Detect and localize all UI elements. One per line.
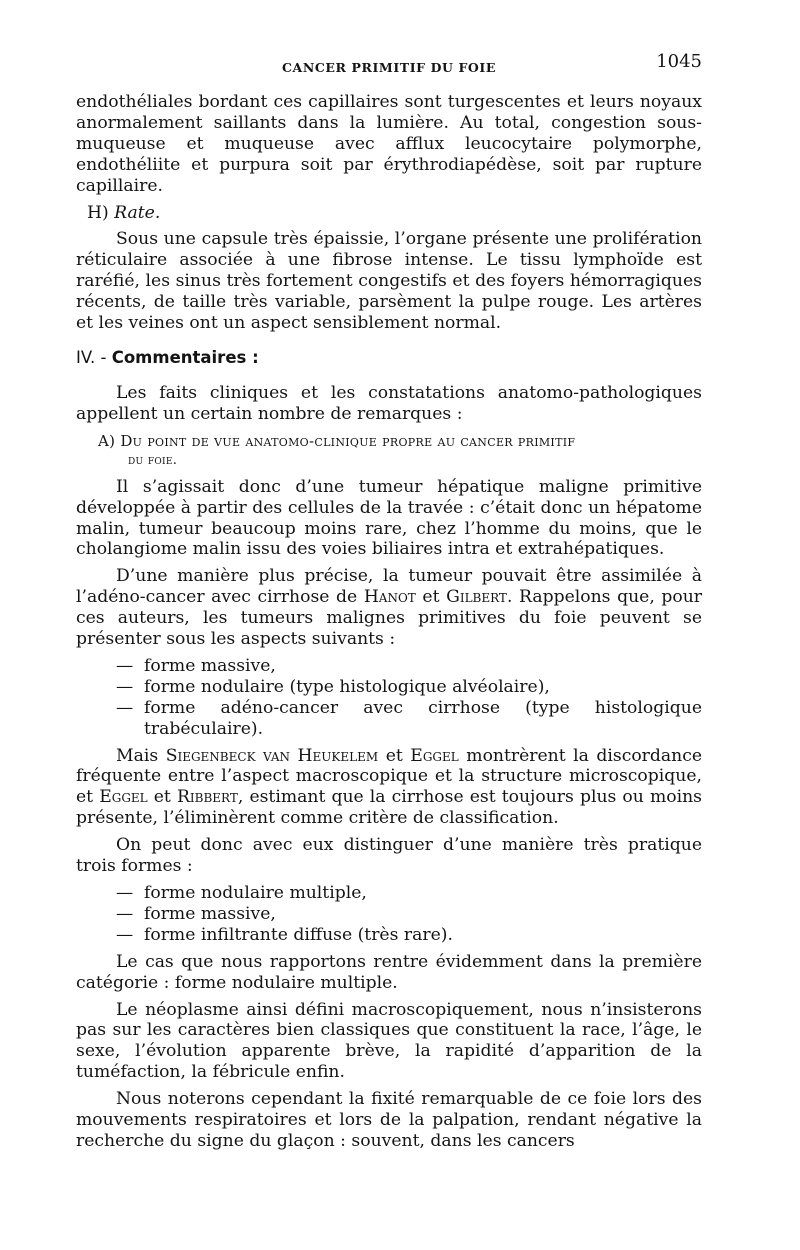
paragraph-cas: Le cas que nous rapportons rentre évidemment dans la première catégorie : forme nodulaire multiple. [76,951,702,993]
list-item: — forme adéno-cancer avec cirrhose (type histologique trabéculaire). [76,698,702,740]
paragraph-hanot-gilbert [76,566,702,650]
list-item: — forme nodulaire multiple, [76,883,702,904]
subsection-label: H) [87,202,109,223]
page-number: 1045 [656,51,702,72]
list-item: — forme massive, [76,656,702,677]
section-title: Commentaires : [111,347,259,367]
text-span: et [153,787,171,808]
subheading-line-2: du foie. [128,452,178,468]
paragraph-hepatome: Il s’agissait donc d’une tumeur hépatique maligne primitive développée à partir des cellules de la travée : c’était donc un hépatome malin, tumeur beaucoup moins rare, chez l’homme du moins, que le cholangiome malin issu des voies biliaires intra et extrahépatiques. [76,476,702,560]
paragraph-rate: Sous une capsule très épaissie, l’organe présente une prolifération réticulaire associée à une fibrose intense. Le tissu lymphoïde est raréfié, les sinus très fortement congestifs et des foyers hémorragiques récents, de taille très variable, parsèment la pulpe rouge. Les artères et les veines ont un aspect sensiblement normal. [76,229,702,334]
subsection-title: Rate. [114,202,161,223]
paragraph-intro: Les faits cliniques et les constatations anatomo-pathologiques appellent un certain nombre de remarques : [76,382,702,424]
paragraph-trois-formes: On peut donc avec eux distinguer d’une manière très pratique trois formes : [76,835,702,877]
text-span: et [385,745,403,766]
paragraph-fixite: Nous noterons cependant la fixité remarquable de ce foie lors des mouvements respiratoires et lors de la palpation, rendant négative la recherche du signe du glaçon : souvent, dans les cancers [76,1089,702,1151]
running-header [76,52,702,78]
text-span: et [422,587,440,608]
author-name: Hanot [363,587,416,608]
document-page [76,52,702,1158]
list-forms-hanot [76,656,702,740]
text-span: . Rappelons que, pour ces auteurs, les tumeurs malignes primitives du foie peuvent se présenter sous les aspects suivants : [76,587,703,650]
text-span: D’une manière plus précise, la tumeur pouvait être assimilée à l’adéno-cancer avec cirrhose de [76,566,702,608]
author-name: Gilbert [446,587,507,608]
author-name: Eggel [99,787,148,808]
author-name: Eggel [410,745,459,766]
text-span: Mais [116,745,159,766]
list-item: — forme nodulaire (type histologique alvéolaire), [76,677,702,698]
subheading-anatomo-clinique [98,431,702,471]
section-number: IV. - [76,347,107,367]
text-span: , estimant que la cirrhose est toujours plus ou moins présente, l’éliminèrent comme critère de classification. [76,787,702,829]
author-name: Ribbert [176,787,238,808]
list-item: — forme massive, [76,904,702,925]
running-title: CANCER PRIMITIF DU FOIE [281,60,496,75]
subsection-heading-rate [87,203,702,224]
list-three-forms [76,883,702,946]
paragraph-continued: endothéliales bordant ces capillaires sont turgescentes et leurs noyaux anormalement saillants dans la lumière. Au total, congestion sous-muqueuse et muqueuse avec afflux leucocytaire polymorphe, endothéliite et purpura soit par érythrodiapédèse, soit par rupture capillaire. [76,92,702,196]
subheading-line-1: A) Du point de vue anatomo-clinique propre au cancer primitif [98,431,576,450]
section-heading-commentaires [76,348,702,369]
paragraph-siegenbeck [76,746,702,830]
author-name: Siegenbeck van Heukelem [165,745,379,766]
list-item: — forme infiltrante diffuse (très rare). [76,925,702,946]
paragraph-neoplasme: Le néoplasme ainsi défini macroscopiquement, nous n’insisterons pas sur les caractères bien classiques que constituent la race, l’âge, le sexe, l’évolution apparente brève, la rapidité d’apparition de la tuméfaction, la fébricule enfin. [76,999,702,1083]
text-span: montrèrent la discordance fréquente entre l’aspect macroscopique et la structure microscopique, et [76,745,703,808]
